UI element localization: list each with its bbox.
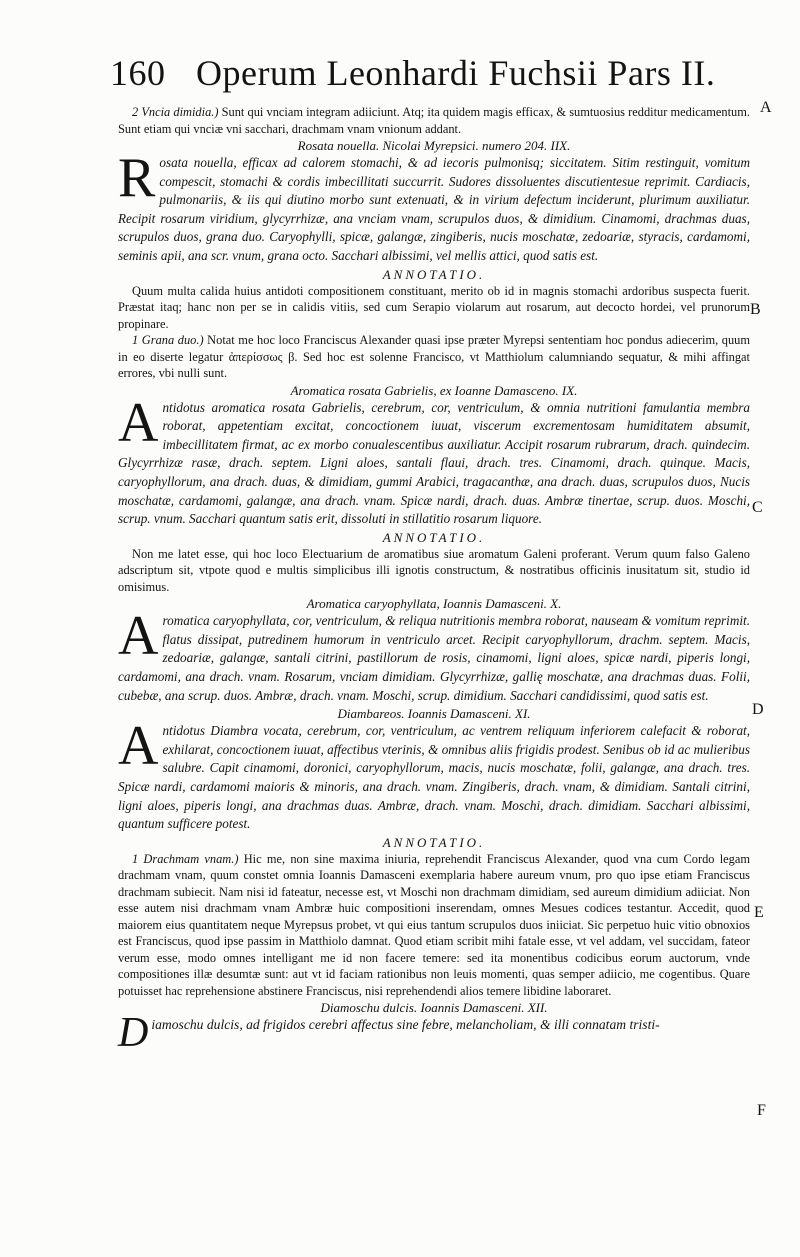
footnote-label: 1 Grana duo.)	[132, 333, 204, 348]
running-header	[110, 50, 716, 96]
margin-letter-c: C	[752, 499, 763, 516]
annotation-paragraph: Quum multa calida huius antidoti compositionem constituant, merito ob id in magnis stomachi ardoribus suspecta fuerit. Præstat itaq; hanc non per se in calidis vitiis, sed cum Serapio violarum aut rosarum, aut decocto hordei, vel prunorum propinare.	[118, 283, 750, 331]
section-title: Aromatica caryophyllata, Ioannis Damasceni. X.	[306, 596, 562, 612]
section-title: Aromatica rosata Gabrielis, ex Ioanne Damasceno. IX.	[290, 382, 578, 398]
footnote-label: 1 Drachmam vnam.)	[132, 851, 239, 866]
text-column	[118, 104, 751, 1057]
footnote-text: Sunt qui vnciam integram adiiciunt. Atq; ita quidem magis efficax, & sumtuosius redditur medicamentum. Sunt etiam qui vnciæ vni sacchari, drachmam vnam vnionum addant.	[118, 105, 750, 136]
recipe-paragraph: Antidotus aromatica rosata Gabrielis, cerebrum, cor, ventriculum, & omnia nutritioni famulantia membra roborat, appetentiam excitat, concoctionem iuuat, viscerum excrementosam humiditatem absumit, imbecillitatem firmat, ac ex morbo conualescentibus auxiliatur. Accipit rosarum rubrarum, drach. quindecim. Glycyrrhizæ rasæ, drach. septem. Ligni aloes, santali flaui, drach. tres. Cinamomi, drach. quinque. Macis, caryophyllorum, ana drach. duas, & dimidiam, gummi Arabici, tragacanthæ, ana drach. duas, scrupulos duos, Nucis moschatæ, cardamomi, galangæ, ana drach. vnam. Spicæ nardi, drach. duas. Ambræ tinertae, scrup. duos. Moschi, scrup. vnum. Sacchari quantum satis erit, dissoluti in stillatitio rosarum liquore.	[118, 391, 750, 527]
recipe-paragraph: Antidotus Diambra vocata, cerebrum, cor, ventriculum, ac ventrem reliquum inferiorem calefacit & roborat, exhilarat, concoctionem iuuat, affectibus vterinis, & omnibus aliis frigidis prodest. Senibus ob id ac mulieribus salubre. Capit cinamomi, doronici, caryophyllorum, macis, nucis moschatæ, folii, galangæ, ana drach. tres. Spicæ nardi, cardamomi maioris & minoris, ana drach. vnam. Zingiberis, drach. vnam, & dimidiam. Santali citrini, ligni aloes, piperis longi, ana drachmas duas. Ambræ, drach. vnam. Moschi, drach. dimidiam. Sacchari albissimi, quantum sufficere potest.	[118, 715, 750, 832]
page-number: 160	[110, 53, 166, 93]
margin-letter-e: E	[754, 904, 764, 921]
recipe-paragraph: Aromatica caryophyllata, cor, ventriculum, & reliqua nutritionis membra roborat, nauseam & vomitum reprimit. flatus dissipat, putredinem humorum in ventriculo arcet. Recipit caryophyllorum, drachm. septem. Macis, zedoariæ, galangæ, santali citrini, pastillorum de rosis, cinamomi, ligni aloes, spicæ nardi, piperis longi, cardamomi, ana drach. vnam. Rosarum, vnciam dimidiam. Glycyrrhizæ, gallię moschatæ, ana drachmas duas. Folii, cubebæ, ana scrup. duos. Ambræ, drach. vnam. Moschi, scrup. dimidium. Sacchari candidissimi, quod satis est.	[118, 605, 750, 703]
annotation-paragraph: Non me latet esse, qui hoc loco Electuarium de aromatibus siue aromatum Galeni proferant. Verum quum falso Galeno adscriptum sit, vtpote quod e multis simplicibus illi ignotis constructum, & nostratibus officinis inusitatum sit, studio id omisimus.	[118, 546, 750, 594]
annotatio-heading: ANNOTATIO.	[382, 529, 486, 545]
margin-letter-d: D	[752, 701, 764, 718]
margin-letter-a: A	[760, 99, 772, 116]
footnote-label: 2 Vncia dimidia.)	[132, 105, 219, 119]
section-title: Diamoschu dulcis. Ioannis Damasceni. XII.	[320, 1000, 548, 1016]
footnote-text: Notat me hoc loco Franciscus Alexander quasi ipse præter Myrepsi sententiam hoc pondus adiecerim, quum in eo diserte legatur ἀπερίσσως β. Sed hoc est solenne Francisco, vt Matthiolum calumniando sequatur, & mihi affingat errores, vbi nulli sunt.	[118, 333, 751, 381]
footnote	[118, 104, 750, 137]
footnote-text: Hic me, non sine maxima iniuria, reprehendit Franciscus Alexander, quod vna cum Cordo legam drachmam vnam, quum constet omnia Ioannis Damasceni exemplaria habere aureum vnum, pro quo ipse etiam Franciscus drachmam subiecit. Nam nisi id fateatur, necesse est, vt Moschi non drachmam dimidiam, sed aureum dimidium adiiciat. Non esse autem nisi drachmam vnam Ambræ huic compositioni inserendam, omnes Mesues codices testantur. Accedit, quod maiorem eius quantitatem neque Myrepsus probet, vt qui eius tantum scrupulos duos iniiciat. Sic perpetuo huic vitio obnoxios est Franciscus, quod ipse passim in Matthiolo damnat. Quod etiam scribit mihi fatale esse, vt vel addam, vel succidam, fateor verum esse, modo omnes intelligant me id non facere temere: sed ita monentibus codicibus eorum auctorum, vnde compositiones illæ desumtæ sunt: aut vt id faciam rationibus non leuis momenti, quas semper adiicio, me cogentibus. Quare potuisset hac reprehensione abstinere Franciscus, nisi reprehendendi alios temere libidine laboraret.	[118, 851, 750, 998]
margin-letter-b: B	[750, 301, 761, 318]
section-title: Rosata nouella. Nicolai Myrepsici. numero 204. IIX.	[297, 138, 571, 153]
recipe-paragraph-continued: Diamoschu dulcis, ad frigidos cerebri affectus sine febre, melancholiam, & illi connatam tristi-	[118, 1010, 660, 1057]
annotatio-heading: ANNOTATIO.	[382, 266, 486, 282]
footnote	[118, 851, 750, 1000]
footnote	[118, 332, 750, 382]
margin-letter-f: F	[757, 1102, 766, 1119]
running-title: Operum Leonhardi Fuchsii Pars II.	[196, 53, 716, 93]
section-title: Diambareos. Ioannis Damasceni. XI.	[337, 706, 531, 722]
recipe-paragraph: Rosata nouella, efficax ad calorem stomachi, & ad iecoris pulmonisq; siccitatem. Sitim restinguit, vomitum compescit, stomachi & cordis imbecillitati succurrit. Sudores dissoluentes discutientesue reprimit. Cardiacis, pulmonariis, & iis qui diutino morbo sunt extenuati, & in virium defectum inciderunt, plurimum auxiliatur. Recipit rosarum viridium, glycyrrhizæ, ana vnciam vnam, scrupulos duos, & dimidium. Cinamomi, drachmas duas, scrupulos duos, grana duo. Caryophylli, spicæ, galangæ, zingiberis, nucis moschatæ, zedoariæ, styracis, cardamomi, seminis apii, ana scr. vnum, grana octo. Sacchari albissimi, vel mellis attici, quod satis est.	[118, 147, 750, 263]
annotatio-heading: ANNOTATIO.	[382, 834, 486, 850]
